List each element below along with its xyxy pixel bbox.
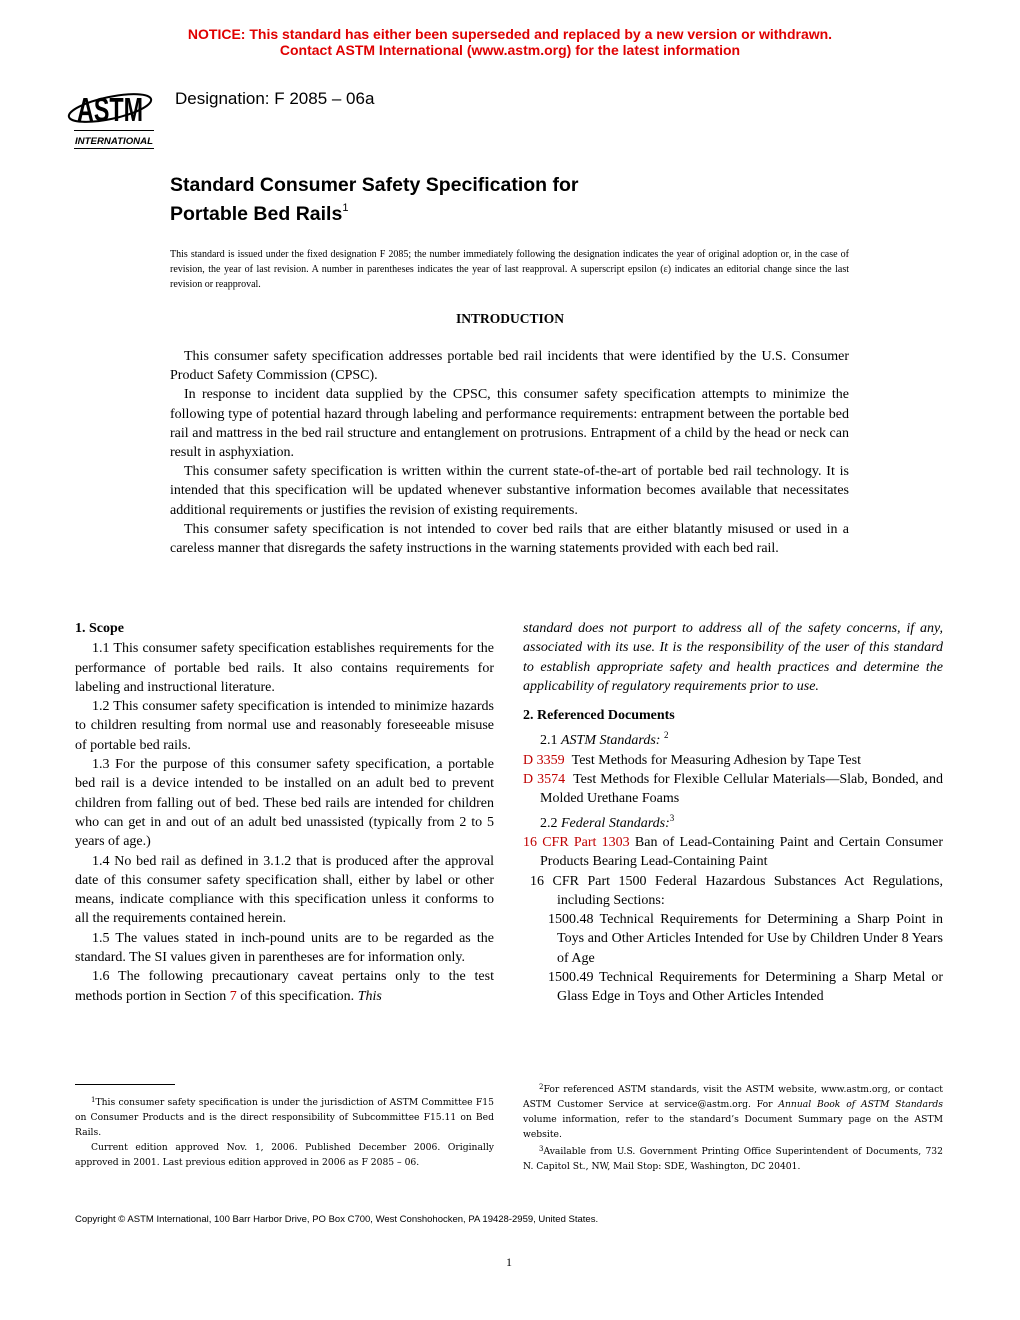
reference-item-cfr-1500: 16 CFR Part 1500 Federal Hazardous Substances Act Regulations, including Sections:: [530, 873, 943, 908]
footnote-text: For referenced ASTM standards, visit the ASTM website, www.astm.org, or contact ASTM Customer Service at service@astm.org. For: [523, 1084, 943, 1110]
document-title: [170, 174, 579, 226]
notice-line-2: Contact ASTM International (www.astm.org) for the latest information: [279, 42, 741, 58]
section-7-link[interactable]: 7: [229, 988, 237, 1004]
scope-1-6-text-b: of this specification.: [236, 988, 358, 1004]
footnote-3: [523, 1142, 943, 1174]
intro-paragraph: This consumer safety specification addresses portable bed rail incidents that were identified by the U.S. Consumer Product Safety Commission (CPSC).: [170, 349, 849, 384]
reference-item: [523, 751, 943, 770]
footnote-italic: Annual Book of ASTM Standards: [778, 1099, 943, 1110]
footnote-mark: 2: [663, 730, 669, 741]
scope-1-1: 1.1 This consumer safety specification establishes requirements for the performance of portable bed rails. It also contains requirements for labeling and instructional literature.: [75, 641, 494, 695]
label-text: ASTM Standards:: [561, 733, 661, 749]
footnote-1: [75, 1093, 494, 1140]
scope-1-5: 1.5 The values stated in inch-pound units are to be regarded as the standard. The SI values given in parentheses are for information only.: [75, 930, 494, 966]
reference-link-d3574[interactable]: D 3574: [523, 772, 566, 788]
footnote-text: volume information, refer to the standard’s Document Summary page on the ASTM website.: [523, 1114, 943, 1140]
astm-logo-icon: [64, 74, 164, 152]
title-line-1: Standard Consumer Safety Specification for: [170, 174, 579, 196]
astm-standards-label: [523, 726, 943, 750]
logo-letters: ASTM: [77, 91, 143, 128]
label-number: 2.1: [540, 733, 561, 749]
footnote-mark: 2: [539, 1083, 544, 1091]
referenced-documents-heading: 2. Referenced Documents: [523, 708, 675, 724]
footnote-1-edition: Current edition approved Nov. 1, 2006. Published December 2006. Originally approved in 2001. Last previous edition approved in 2006 as F 2085 – 06.: [75, 1142, 494, 1168]
supersession-notice: [0, 26, 1020, 58]
intro-paragraph: This consumer safety specification is not intended to cover bed rails that are either blatantly misused or used in a careless manner that disregards the safety instructions in the warning statements provided with each bed rail.: [170, 521, 849, 557]
footnote-divider: [75, 1084, 175, 1085]
introduction-heading: INTRODUCTION: [455, 311, 564, 326]
footnotes-left: [75, 1093, 494, 1170]
reference-title: Test Methods for Flexible Cellular Materials—Slab, Bonded, and Molded Urethane Foams: [540, 772, 943, 807]
footnote-mark: 3: [539, 1145, 544, 1153]
reference-link-d3359[interactable]: D 3359: [523, 752, 565, 768]
footnote-mark: 1: [91, 1096, 96, 1104]
footnotes-right: [523, 1080, 943, 1174]
footnote-mark: 3: [669, 812, 675, 823]
page-number: 1: [506, 1255, 512, 1269]
caveat-italic-start: This: [357, 988, 382, 1004]
intro-paragraph: In response to incident data supplied by the CPSC, this consumer safety specification attempts to minimize the following type of potential hazard through labeling and performance requirements: entrapment between the portable bed rail and mattress in the bed rail structure and entanglement on protrusions. Entrapment of a child by the head or neck can result in asphyxiation.: [170, 387, 849, 461]
reference-title: Ban of Lead-Containing Paint and Certain Consumer Products Bearing Lead-Containing Paint: [540, 834, 944, 870]
reference-subsection: 1500.48 Technical Requirements for Determining a Sharp Point in Toys and Other Articles Intended for Use by Children Under 8 Years of Age: [548, 912, 943, 966]
federal-standards-label: [523, 809, 943, 833]
logo-subtitle: INTERNATIONAL: [75, 136, 154, 147]
label-text: Federal Standards:: [561, 815, 670, 831]
scope-1-3: 1.3 For the purpose of this consumer safety specification, a portable bed rail is a device intended to be installed on an adult bed to prevent children from falling out of bed. These bed rails are intended for children who can get in and out of an adult bed unassisted (typically from 2 to 5 years of age.): [75, 757, 494, 850]
reference-title: Test Methods for Measuring Adhesion by Tape Test: [571, 752, 861, 768]
title-footnote-mark: 1: [342, 202, 349, 214]
scope-1-6-text: 1.6 The following precautionary caveat pertains only to the test methods portion in Section: [75, 969, 494, 1004]
footnote-2: [523, 1080, 943, 1142]
reference-item: [523, 833, 943, 872]
scope-heading: 1. Scope: [75, 621, 124, 636]
intro-paragraph: This consumer safety specification is written within the current state-of-the-art of portable bed rail technology. It is intended that this specification will be updated whenever substantive information becomes available that necessitates additional requirements or justifies the revision of existing requirements.: [170, 464, 849, 518]
scope-1-4: 1.4 No bed rail as defined in 3.1.2 that is produced after the approval date of this consumer safety specification shall, either by label or other means, indicate compliance with this specification unless it conforms to all the requirements contained herein.: [75, 853, 494, 927]
left-column: [75, 619, 494, 1006]
scope-1-6: [75, 967, 494, 1006]
right-column: [523, 619, 943, 1007]
issuance-statement: This standard is issued under the fixed designation F 2085; the number immediately following the designation indicates the year of original adoption or, in the case of revision, the year of last revision. A number in parentheses indicates the year of last reapproval. A superscript epsilon (ε) indicates an editorial change since the last revision or reapproval.: [170, 249, 849, 290]
reference-link-cfr-1303[interactable]: 16 CFR Part 1303: [523, 834, 630, 850]
reference-subsection: 1500.49 Technical Requirements for Determining a Sharp Metal or Glass Edge in Toys and Other Articles Intended: [548, 970, 943, 1005]
notice-line-1: NOTICE: This standard has either been superseded and replaced by a new version or withdrawn.: [187, 26, 833, 42]
scope-1-2: 1.2 This consumer safety specification is intended to minimize hazards to children resulting from normal use and reasonably foreseeable misuse of portable bed rails.: [75, 699, 494, 753]
safety-caveat: standard does not purport to address all of the safety concerns, if any, associated with its use. It is the responsibility of the user of this standard to establish appropriate safety and health practices and determine the applicability of regulatory requirements prior to use.: [523, 621, 943, 694]
designation: Designation: F 2085 – 06a: [175, 89, 375, 108]
footnote-text: This consumer safety specification is under the jurisdiction of ASTM Committee F15 on Consumer Products and is the direct responsibility of Subcommittee F15.11 on Bed Rails.: [75, 1097, 494, 1138]
introduction-body: [170, 347, 849, 558]
label-number: 2.2: [540, 815, 561, 831]
copyright-line: Copyright © ASTM International, 100 Barr Harbor Drive, PO Box C700, West Conshohocken, PA 19428-2959, United States.: [75, 1214, 599, 1225]
reference-item: [523, 770, 943, 809]
footnote-text: Available from U.S. Government Printing Office Superintendent of Documents, 732 N. Capitol St., NW, Mail Stop: SDE, Washington, DC 20401.: [523, 1146, 943, 1172]
title-line-2: Portable Bed Rails: [170, 203, 343, 225]
